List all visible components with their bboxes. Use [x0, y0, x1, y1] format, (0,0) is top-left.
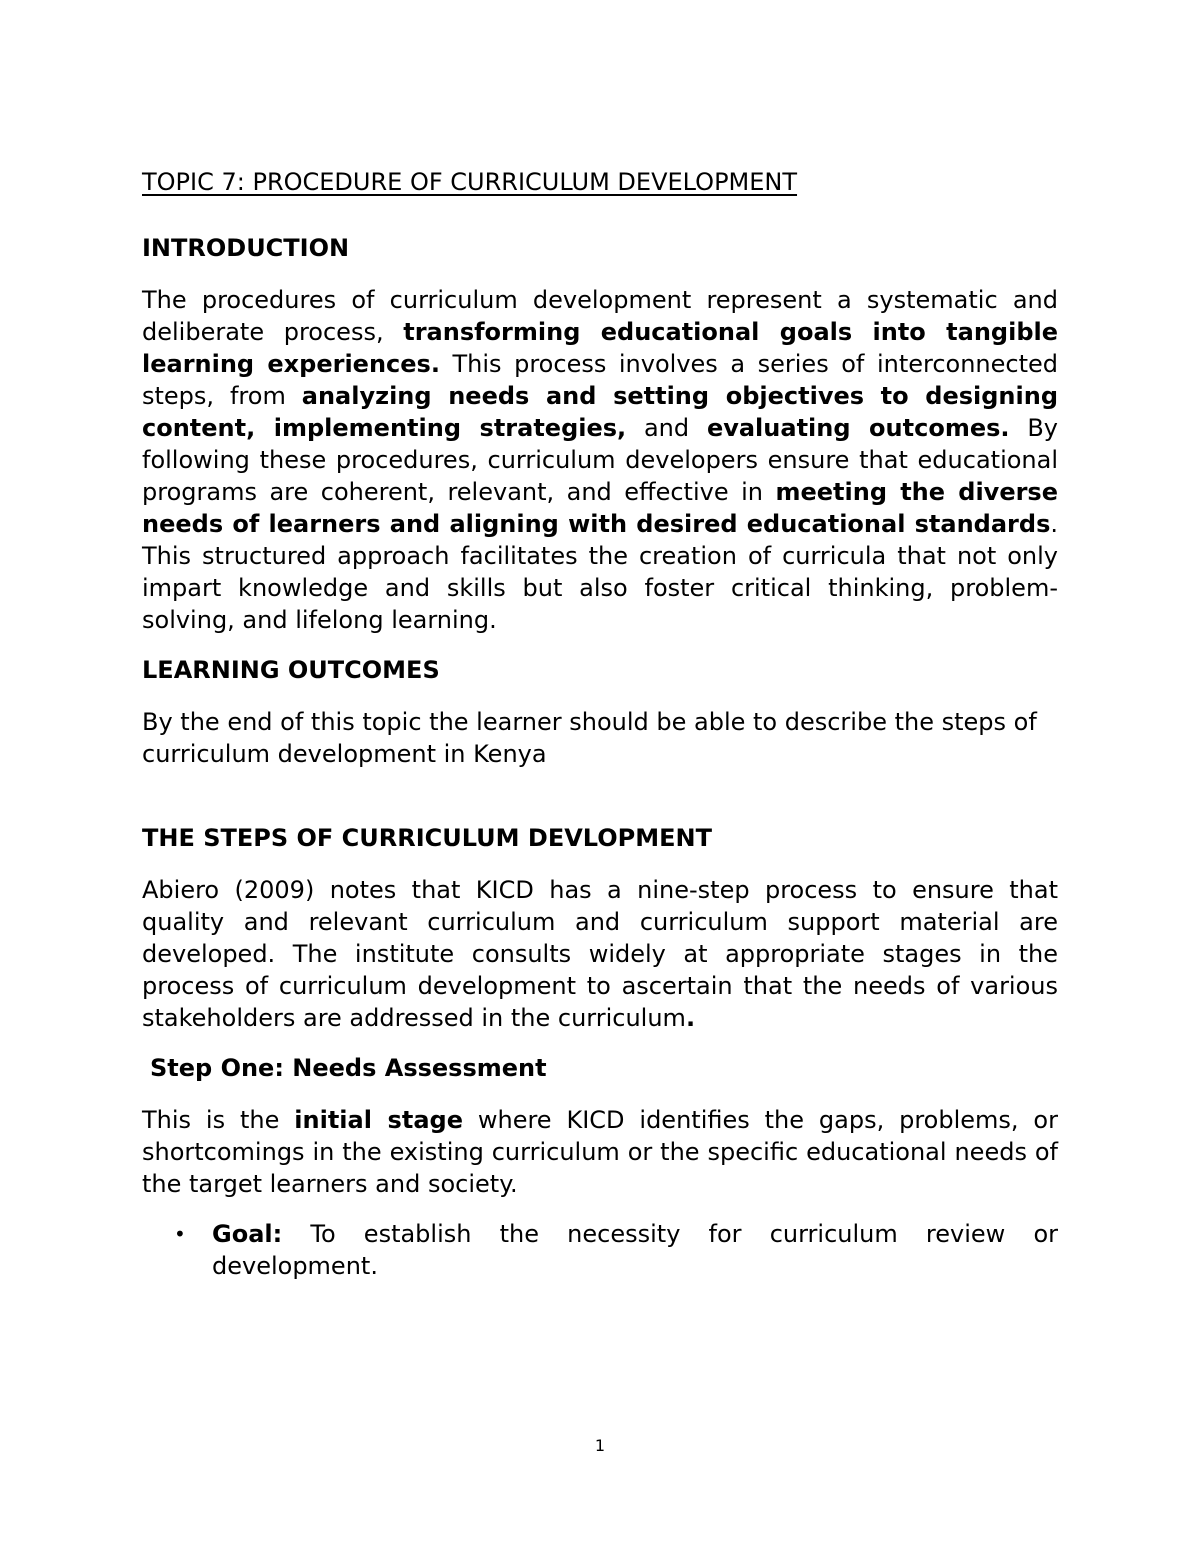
- learning-outcomes-heading: LEARNING OUTCOMES: [142, 656, 440, 684]
- introduction-heading: INTRODUCTION: [142, 234, 350, 262]
- document-page: [142, 162, 1058, 1282]
- intro-text-segment: By following these procedures, curriculum developers ensure that educational programs are coherent, relevant, and effective in: [142, 414, 1058, 506]
- bullet-text: To establish the necessity for curriculum review or development.: [212, 1220, 1058, 1280]
- step-one-text-segment: This is the: [142, 1106, 295, 1134]
- step-one-bullet-list: [142, 1218, 1058, 1282]
- steps-heading: THE STEPS OF CURRICULUM DEVLOPMENT: [142, 824, 712, 852]
- introduction-paragraph: [142, 284, 1058, 636]
- intro-text-segment: This process involves a series of interconnected steps, from: [142, 350, 1059, 410]
- intro-text-segment: and: [626, 414, 707, 442]
- intro-bold-segment: transforming educational goals into tangible learning experiences.: [142, 318, 1059, 378]
- learning-outcomes-paragraph: By the end of this topic the learner should be able to describe the steps of curriculum development in Kenya: [142, 708, 1037, 768]
- list-item: [142, 1218, 1058, 1282]
- bullet-label: Goal:: [212, 1220, 283, 1248]
- intro-bold-segment: meeting the diverse needs of learners and aligning with desired educational standards: [142, 478, 1058, 538]
- step-one-paragraph: [142, 1104, 1058, 1200]
- intro-text-segment: The procedures of curriculum development represent a systematic and deliberate process,: [142, 286, 1058, 346]
- intro-text-segment: . This structured approach facilitates the creation of curricula that not only impart knowledge and skills but also foster critical thinking, problem-solving, and lifelong learning.: [142, 510, 1058, 634]
- step-one-bold-segment: initial stage: [294, 1106, 463, 1134]
- steps-text-segment: Abiero (2009) notes that KICD has a nine-step process to ensure that quality and relevant curriculum and curriculum support material are developed. The institute consults widely at appropriate stages in the process of curriculum development to ascertain that the needs of various stakeholders are addressed in the curriculum: [142, 876, 1058, 1032]
- page-number: 1: [594, 1436, 606, 1455]
- steps-text-end: .: [685, 1004, 696, 1032]
- bullet-icon: •: [174, 1222, 186, 1246]
- step-one-heading: Step One: Needs Assessment: [150, 1054, 547, 1082]
- steps-paragraph: [142, 874, 1058, 1034]
- intro-bold-segment: analyzing needs and setting objectives to designing content, implementing strategies,: [142, 382, 1059, 442]
- step-one-text-segment: where KICD identifies the gaps, problems, or shortcomings in the existing curriculum or the specific educational needs of the target learners and society.: [142, 1106, 1058, 1198]
- intro-bold-segment: evaluating outcomes.: [706, 414, 1010, 442]
- page-title: TOPIC 7: PROCEDURE OF CURRICULUM DEVELOPMENT: [142, 168, 798, 196]
